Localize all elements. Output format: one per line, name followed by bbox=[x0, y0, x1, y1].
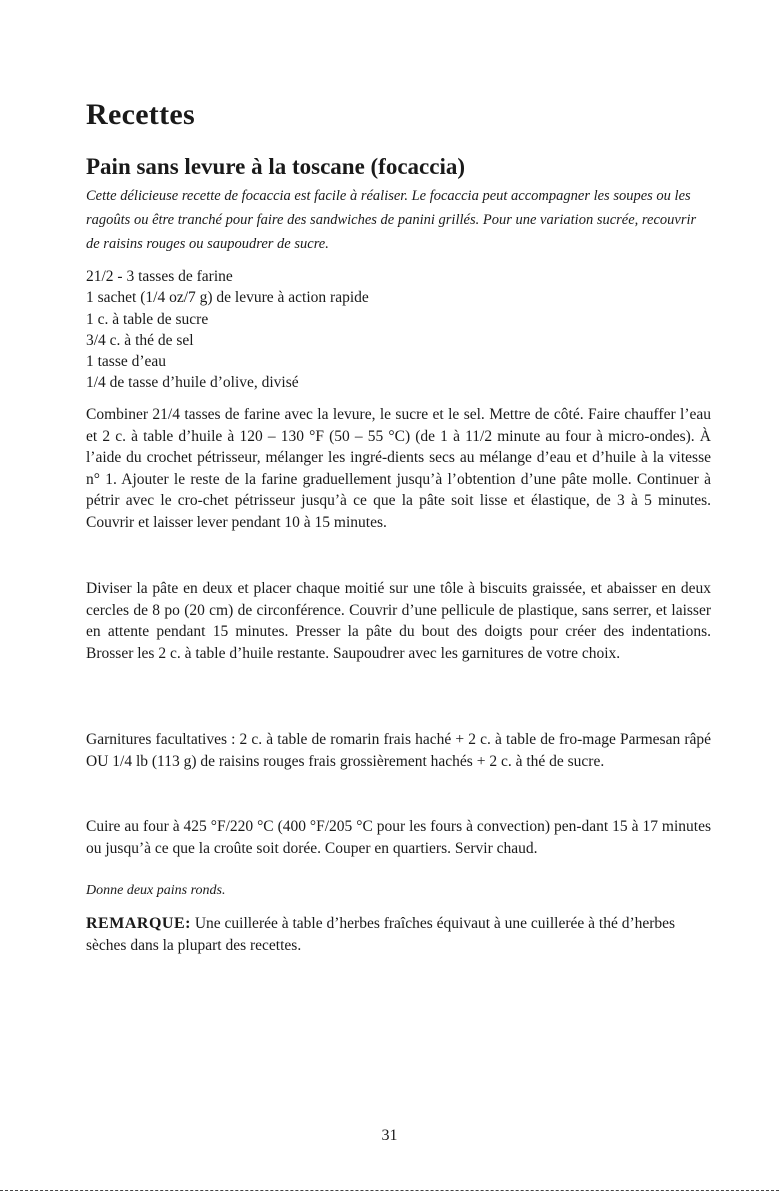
instruction-paragraph: Diviser la pâte en deux et placer chaque moitié sur une tôle à biscuits graissée, et abaisser en deux cercles de 8 po (20 cm) de circonférence. Couvrir d’une pellicule de plastique, sans serrer, et laisser en attente pendant 15 minutes. Presser la pâte du bout des doigts pour créer des indentations. Brosser les 2 c. à table d’huile restante. Saupoudrer avec les garnitures de votre choix. bbox=[86, 580, 711, 662]
page-bottom-rule bbox=[0, 1190, 779, 1191]
ingredient-item: 1 tasse d’eau bbox=[86, 353, 167, 371]
note-label: REMARQUE: bbox=[86, 915, 191, 932]
ingredient-item: 1 c. à table de sucre bbox=[86, 310, 209, 328]
ingredient-item: 1/4 de tasse d’huile d’olive, divisé bbox=[86, 374, 299, 392]
ingredient-item: 21/2 - 3 tasses de farine bbox=[86, 268, 233, 285]
section-title: Recettes bbox=[86, 98, 195, 131]
recipe-title: Pain sans levure à la toscane (focaccia) bbox=[86, 154, 466, 179]
garnish-paragraph: Garnitures facultatives : 2 c. à table de romarin frais haché + 2 c. à table de fro-mage Parmesan râpé OU 1/4 lb (113 g) de raisins rouges frais grossièrement hachés + 2 c. à thé de sucre. bbox=[86, 731, 711, 770]
page-number: 31 bbox=[381, 1127, 398, 1144]
ingredient-list bbox=[86, 266, 369, 394]
baking-paragraph: Cuire au four à 425 °F/220 °C (400 °F/205 °C pour les fours à convection) pen-dant 15 à 17 minutes ou jusqu’à ce que la croûte soit dorée. Couper en quartiers. Servir chaud. bbox=[86, 818, 711, 857]
ingredient-item: 1 sachet (1/4 oz/7 g) de levure à action rapide bbox=[86, 289, 369, 307]
ingredient-item: 3/4 c. à thé de sel bbox=[86, 331, 194, 349]
note-text: Une cuillerée à table d’herbes fraîches équivaut à une cuillerée à thé d’herbes sèches dans la plupart des recettes. bbox=[86, 915, 676, 954]
recipe-intro: Cette délicieuse recette de focaccia est facile à réaliser. Le focaccia peut accompagner les soupes ou les ragoûts ou être tranché pour faire des sandwiches de panini grillés. Pour une variation sucrée, recouvrir de raisins rouges ou saupoudrer de sucre. bbox=[86, 188, 697, 252]
instruction-paragraph: Combiner 21/4 tasses de farine avec la levure, le sucre et le sel. Mettre de côté. Faire chauffer l’eau et 2 c. à table d’huile à 120 – 130 °F (50 – 55 °C) (de 1 à 11/2 minute au four à micro-ondes). À l’aide du crochet pétrisseur, mélanger les ingré-dients secs au mélange d’eau et d’huile à la vitesse n° 1. Ajouter le reste de la farine graduellement jusqu’à l’obtention d’une pâte molle. Continuer à pétrir avec le cro-chet pétrisseur jusqu’à ce que la pâte soit lisse et élastique, de 3 à 5 minutes. Couvrir et laisser lever pendant 10 à 15 minutes. bbox=[86, 406, 711, 531]
note-block bbox=[86, 913, 711, 957]
recipe-yield: Donne deux pains ronds. bbox=[86, 883, 226, 898]
